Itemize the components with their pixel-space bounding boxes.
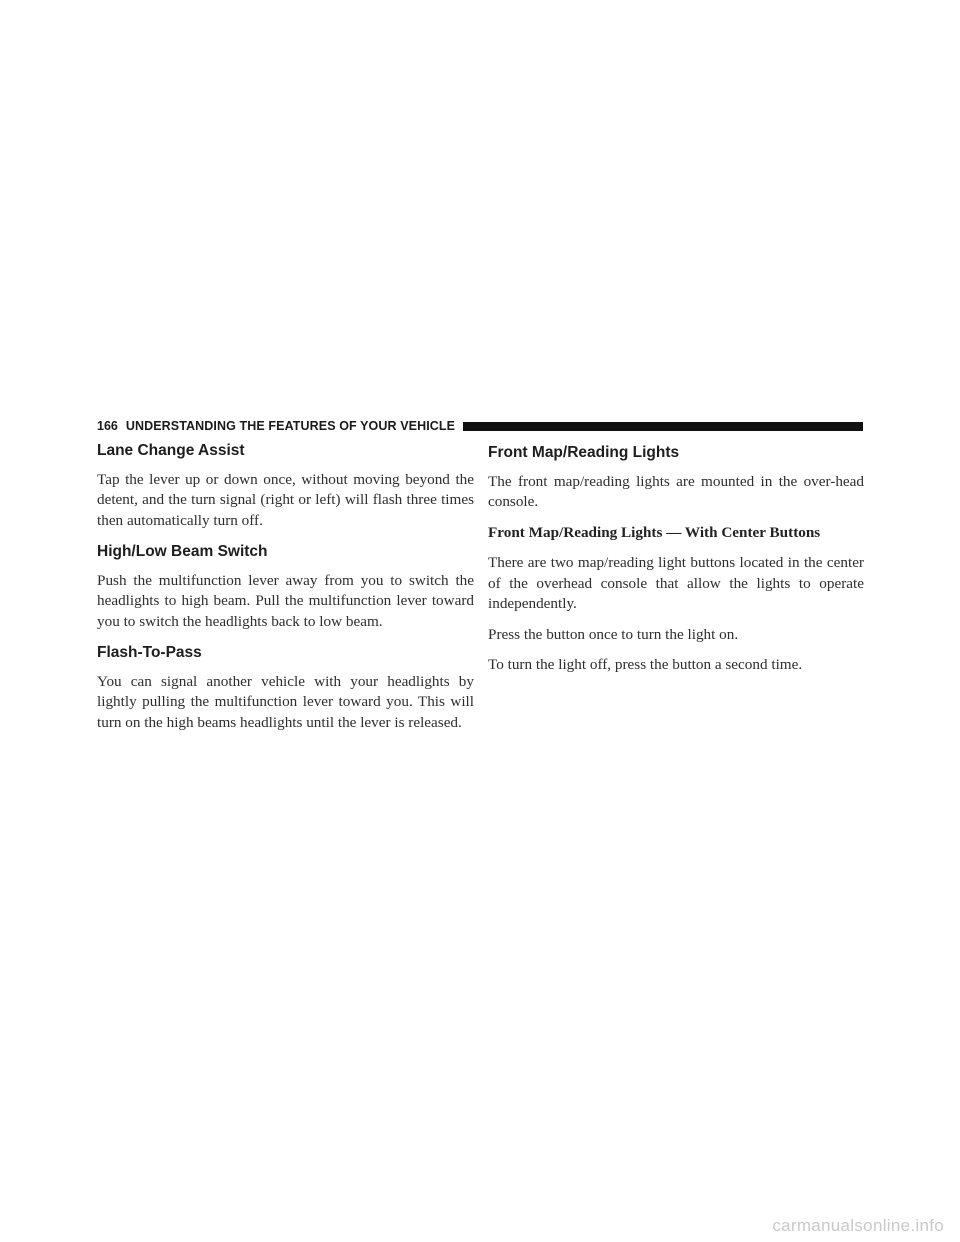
paragraph-high-low-beam-switch: Push the multifunction lever away from you to switch the headlights to high beam. Pull the multifunction lever toward you to switch the headlights back to low beam. xyxy=(97,571,474,630)
heading-front-map-reading-lights: Front Map/Reading Lights xyxy=(488,444,680,461)
watermark: carmanualsonline.info xyxy=(772,1216,944,1235)
left-column xyxy=(97,438,474,743)
paragraph-flash-to-pass: You can signal another vehicle with your headlights by lightly pulling the multifunction lever toward you. This will turn on the high beams headlights until the lever is released. xyxy=(97,672,474,731)
heading-high-low-beam-switch: High/Low Beam Switch xyxy=(97,543,268,561)
paragraph-intro: The front map/reading lights are mounted in the over-head console. xyxy=(488,472,864,511)
right-column xyxy=(488,438,864,686)
section-title: UNDERSTANDING THE FEATURES OF YOUR VEHICLE xyxy=(125,419,456,433)
heading-lane-change-assist: Lane Change Assist xyxy=(97,442,245,459)
heading-flash-to-pass: Flash-To-Pass xyxy=(97,644,202,662)
paragraph-buttons-location: There are two map/reading light buttons located in the center of the overhead console that allow the lights to operate independently. xyxy=(488,554,864,613)
paragraph-turn-off: To turn the light off, press the button a second time. xyxy=(488,656,803,674)
paragraph-lane-change-assist: Tap the lever up or down once, without moving beyond the detent, and the turn signal (right or left) will flash three times then automatically turn off. xyxy=(97,470,474,529)
subheading-center-buttons: Front Map/Reading Lights — With Center Buttons xyxy=(488,523,821,541)
header-rule xyxy=(463,422,863,431)
page-header xyxy=(97,419,863,433)
paragraph-turn-on: Press the button once to turn the light on. xyxy=(488,625,739,643)
page-number: 166 xyxy=(97,419,118,433)
